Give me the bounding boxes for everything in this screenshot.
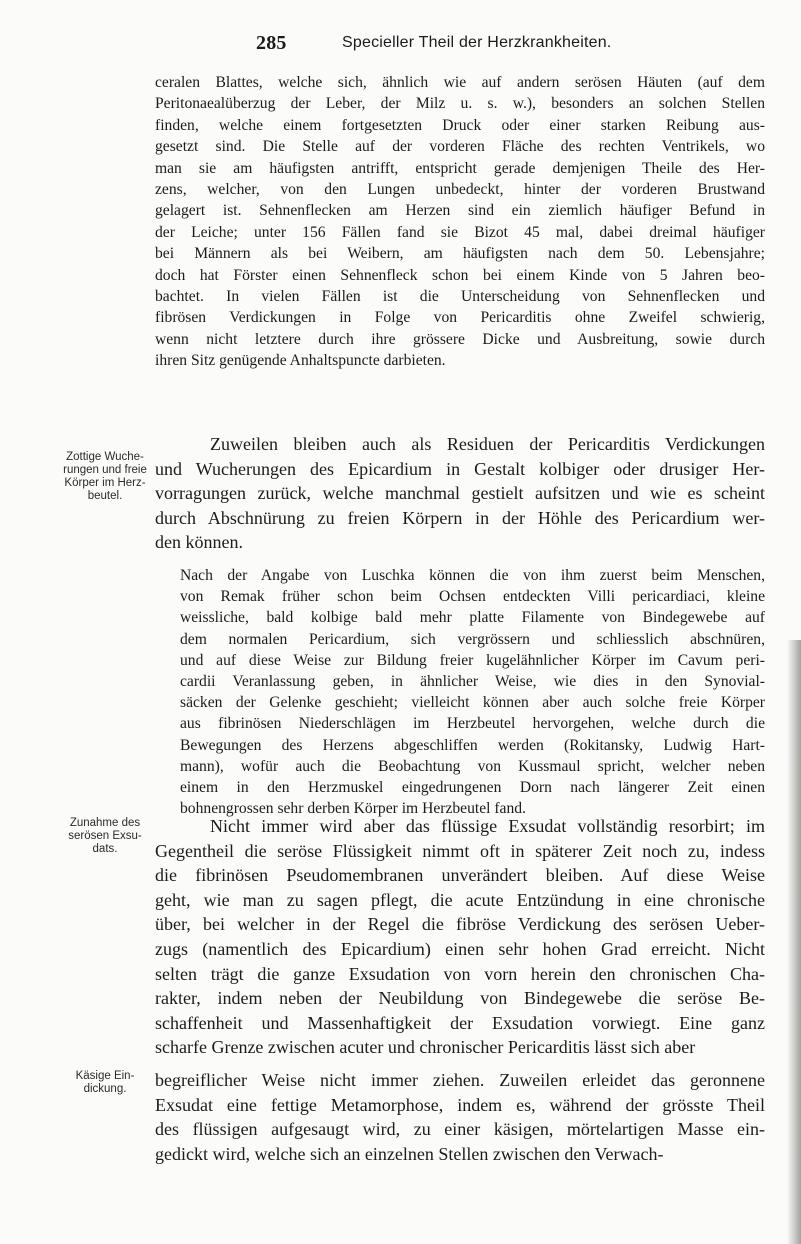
margin-note-kaesige-eindickung bbox=[55, 1070, 155, 1096]
text-line: Bewegungen des Herzens abgeschliffen werden (Rokitansky, Ludwig Hart- bbox=[180, 736, 765, 754]
text-line: die fibrinösen Pseudomembranen unverändert bleiben. Auf diese Weise bbox=[155, 865, 765, 886]
text-line: fibrösen Verdickungen in Folge von Pericarditis ohne Zweifel schwierig, bbox=[155, 309, 765, 327]
text-line: durch Abschnürung zu freien Körpern in der Höhle des Pericardium wer- bbox=[155, 507, 765, 528]
margin-note-line: serösen Exsu- bbox=[68, 830, 142, 842]
paragraph-kaesige bbox=[155, 1068, 765, 1166]
margin-note-line: Zunahme des bbox=[69, 817, 141, 829]
text-line: bohnengrossen sehr derben Körper im Herzbeutel fand. bbox=[180, 800, 526, 818]
paragraph-exsudat bbox=[155, 814, 765, 1060]
text-line: bachtet. In vielen Fällen ist die Unterscheidung von Sehnenflecken und bbox=[155, 288, 765, 306]
margin-note-line: dats. bbox=[92, 843, 118, 855]
text-line: ihren Sitz genügende Anhaltspuncte darbieten. bbox=[155, 352, 446, 370]
text-line: gedickt wird, welche sich an einzelnen Stellen zwischen den Verwach- bbox=[155, 1143, 664, 1164]
text-line: über, bei welcher in der Regel die fibröse Verdickung des serösen Ueber- bbox=[155, 914, 765, 935]
page-number: 285 bbox=[256, 32, 287, 54]
margin-note-line: Körper im Herz- bbox=[64, 477, 146, 489]
text-line: vorragungen zurück, welche manchmal gestielt aufsitzen und wie es scheint bbox=[155, 483, 765, 503]
text-line: Nicht immer wird aber das flüssige Exsudat vollständig resorbirt; im bbox=[210, 816, 765, 836]
text-line: von Remak früher schon beim Ochsen entdeckten Villi pericardiaci, kleine bbox=[180, 588, 765, 606]
text-line: mann), wofür auch die Beobachtung von Kussmaul spricht, welcher neben bbox=[180, 757, 765, 775]
text-line: schaffenheit und Massenhaftigkeit der Exsudation vorwiegt. Eine ganz bbox=[155, 1012, 765, 1033]
text-line: gesetzt sind. Die Stelle auf der vorderen Fläche des rechten Ventrikels, wo bbox=[155, 138, 765, 156]
text-line: gelagert ist. Sehnenflecken am Herzen sind ein ziemlich häufiger Befund in bbox=[155, 202, 765, 220]
margin-note-line: Käsige Ein- bbox=[75, 1070, 135, 1082]
text-line: zugs (namentlich des Epicardium) einen sehr hohen Grad erreicht. Nicht bbox=[155, 938, 765, 959]
margin-note-line: rungen und freie bbox=[63, 464, 147, 476]
text-line: Exsudat eine fettige Metamorphose, indem es, während der grösste Theil bbox=[155, 1094, 765, 1115]
text-line: selten trägt die ganze Exsudation von vorn herein den chronischen Cha- bbox=[155, 963, 765, 984]
text-line: aus fibrinösen Niederschlägen im Herzbeutel hervorgehen, welche durch die bbox=[180, 715, 765, 733]
text-line: weissliche, bald kolbige bald mehr platte Filamente von Bindegewebe auf bbox=[180, 609, 765, 627]
text-line: Gegentheil die seröse Flüssigkeit nimmt oft in späterer Zeit noch zu, indess bbox=[155, 840, 765, 861]
margin-note-zunahme-exsudat bbox=[55, 817, 155, 856]
chapter-title: Specieller Theil der Herzkrankheiten. bbox=[342, 34, 612, 51]
text-line: finden, welche einem fortgesetzten Druck oder einer starken Reibung aus- bbox=[155, 116, 765, 134]
paragraph-luschka bbox=[180, 565, 765, 819]
text-line: man sie am häufigsten antrifft, entspricht gerade demjenigen Theile des Her- bbox=[155, 159, 765, 177]
text-line: doch hat Förster einen Sehnenfleck schon bei einem Kinde von 5 Jahren beo- bbox=[155, 266, 765, 284]
margin-note-line: beutel. bbox=[87, 490, 123, 502]
paragraph-sehnenflecken bbox=[155, 72, 765, 372]
text-line: wenn nicht letztere durch ihre grössere Dicke und Ausbreitung, sowie durch bbox=[155, 330, 765, 348]
text-line: dem normalen Pericardium, sich vergrössern und schliesslich abschnüren, bbox=[180, 630, 765, 648]
text-line: begreiflicher Weise nicht immer ziehen. Zuweilen erleidet das geronnene bbox=[155, 1070, 765, 1090]
text-line: cardii Veranlassung geben, in ähnlicher Weise, wie dies in den Synovial- bbox=[180, 673, 765, 691]
margin-note-zottige-wucherungen bbox=[55, 451, 155, 503]
text-line: bei Männern als bei Weibern, am häufigsten nach dem 50. Lebensjahre; bbox=[155, 245, 765, 263]
text-line: und auf diese Weise zur Bildung freier kugelähnlicher Körper im Cavum peri- bbox=[180, 651, 765, 669]
paragraph-wucherungen bbox=[155, 432, 765, 555]
text-line: Nach der Angabe von Luschka können die von ihm zuerst beim Menschen, bbox=[180, 567, 765, 584]
text-line: geht, wie man zu sagen pflegt, die acute Entzündung in eine chronische bbox=[155, 889, 765, 910]
running-head bbox=[256, 32, 686, 56]
text-line: der Leiche; unter 156 Fällen fand sie Bizot 45 mal, dabei dreimal häufiger bbox=[155, 223, 765, 241]
text-line: Zuweilen bleiben auch als Residuen der Pericarditis Verdickungen bbox=[210, 434, 765, 454]
margin-note-line: dickung. bbox=[83, 1083, 127, 1095]
text-line: den können. bbox=[155, 532, 243, 552]
margin-note-line: Zottige Wuche- bbox=[66, 451, 144, 463]
text-line: des flüssigen aufgesaugt wird, zu einer käsigen, mörtelartigen Masse ein- bbox=[155, 1119, 765, 1140]
text-line: scharfe Grenze zwischen acuter und chronischer Pericarditis lässt sich aber bbox=[155, 1037, 696, 1058]
text-line: zens, welcher, von den Lungen unbedeckt, hinter der vorderen Brustwand bbox=[155, 181, 765, 199]
text-line: rakter, indem neben der Neubildung von Bindegewebe die seröse Be- bbox=[155, 988, 765, 1009]
text-line: ceralen Blattes, welche sich, ähnlich wie auf andern serösen Häuten (auf dem bbox=[155, 74, 765, 91]
page-edge-shadow bbox=[787, 640, 801, 1244]
text-line: und Wucherungen des Epicardium in Gestalt kolbiger oder drusiger Her- bbox=[155, 458, 765, 479]
text-line: Peritonaealüberzug der Leber, der Milz u. s. w.), besonders an solchen Stellen bbox=[155, 95, 765, 113]
text-line: einem in den Herzmuskel eingedrungenen Dorn nach längerer Zeit einen bbox=[180, 779, 765, 797]
text-line: säcken der Gelenke geschieht; vielleicht können aber auch solche freie Körper bbox=[180, 694, 765, 712]
